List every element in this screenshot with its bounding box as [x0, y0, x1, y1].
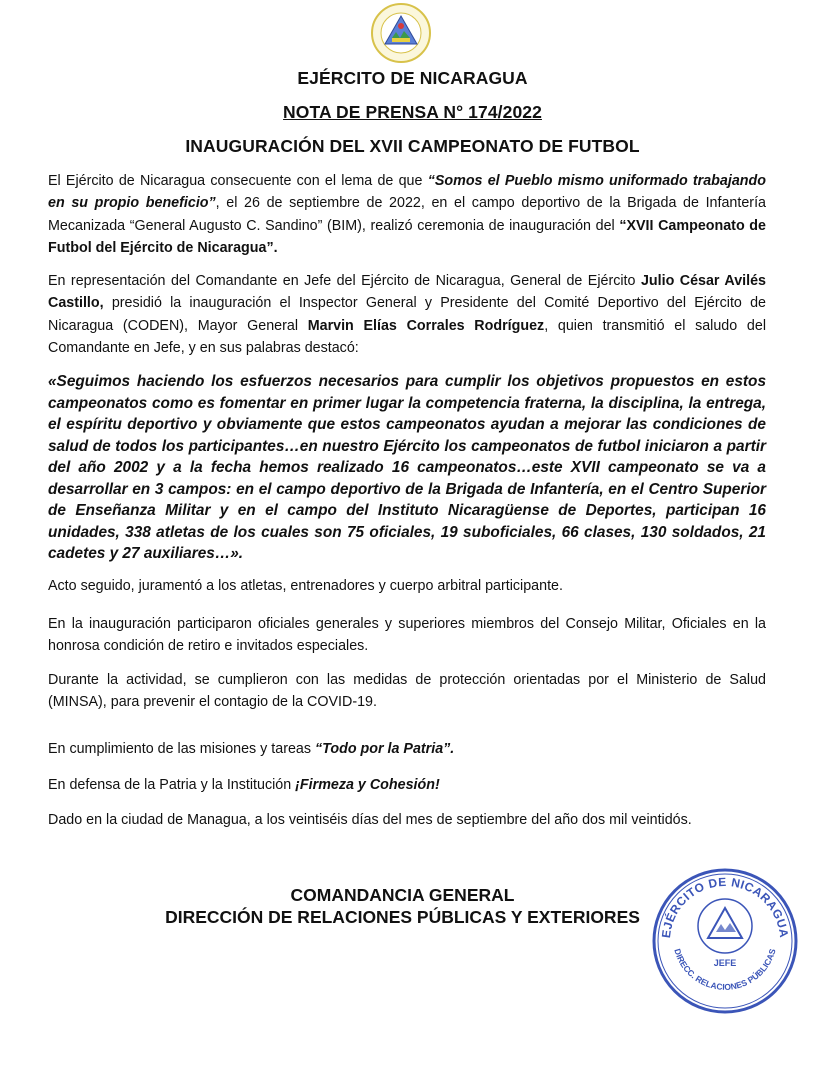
motto-todo-por-la-patria: “Todo por la Patria”.	[315, 741, 455, 757]
paragraph-2-text-end: , quien transmitió el saludo del Comandante en Jefe, y en sus palabras destacó:	[48, 317, 766, 357]
svg-text:DIRECC. RELACIONES PÚBLICAS	[672, 947, 777, 992]
paragraph-1-text-cont: , el 26 de septiembre de 2022, en el campo deportivo de la Brigada de Infantería Mecanizada “General Augusto C. Sandino” (BIM), realizó ceremonia de inauguración del	[48, 195, 766, 234]
footer-department: DIRECCIÓN DE RELACIONES PÚBLICAS Y EXTERIORES	[165, 907, 640, 927]
press-release-title: INAUGURACIÓN DEL XVII CAMPEONATO DE FUTBOL	[185, 136, 640, 156]
nicaragua-coat-of-arms-icon	[370, 2, 432, 64]
inspector-name: Marvin Elías Corrales Rodríguez	[307, 317, 545, 334]
paragraph-3: Acto seguido, juramentó a los atletas, entrenadores y cuerpo arbitral participante.	[48, 578, 563, 594]
press-note-number: NOTA DE PRENSA N° 174/2022	[283, 102, 542, 122]
paragraph-2	[48, 270, 766, 360]
paragraph-6-text: En cumplimiento de las misiones y tareas	[48, 741, 315, 757]
motto-firmeza-cohesion: ¡Firmeza y Cohesión!	[295, 777, 440, 793]
footer-command: COMANDANCIA GENERAL	[290, 885, 515, 905]
commander-name: Julio César Avilés Castillo,	[48, 273, 766, 312]
commander-quote: «Seguimos haciendo los esfuerzos necesarios para cumplir los objetivos propuestos en estos campeonatos como es fomentar en primer lugar la competencia fraterna, la disciplina, la entrega, el espíritu deportivo y obviamente que estos campeonatos ayudan a mejorar las condiciones de salud de todos los participantes…en nuestro Ejército los campeonatos de futbol iniciaron a partir del año 2002 y a la fecha hemos realizado 16 campeonatos…este XVII campeonato se va a desarrollar en 3 campos: en el campo deportivo de la Brigada de Infantería, en el Centro Superior de Enseñanza Militar y en el campo del Instituto Nicaragüense de Deportes, participan 16 unidades, 338 atletas de los cuales son 75 oficiales, 19 suboficiales, 66 clases, 130 soldados, 21 cadetes y 27 auxiliares…».	[48, 373, 766, 562]
paragraph-2-text: En representación del Comandante en Jefe del Ejército de Nicaragua, General de Ejército	[48, 273, 641, 289]
paragraph-8: Dado en la ciudad de Managua, a los veintiséis días del mes de septiembre del año dos mil veintidós.	[48, 812, 692, 828]
paragraph-1	[48, 170, 766, 260]
official-stamp-seal-icon	[650, 866, 800, 1016]
paragraph-4: En la inauguración participaron oficiales generales y superiores miembros del Consejo Militar, Oficiales en la honrosa condición de retiro e invitados especiales.	[48, 616, 766, 655]
paragraph-2-text-cont: presidió la inauguración el Inspector General y Presidente del Comité Deportivo del Ejército de Nicaragua (CODEN), Mayor General	[48, 295, 766, 334]
paragraph-5: Durante la actividad, se cumplieron con las medidas de protección orientadas por el Ministerio de Salud (MINSA), para prevenir el contagio de la COVID-19.	[48, 672, 766, 711]
organization-heading: EJÉRCITO DE NICARAGUA	[297, 68, 528, 88]
event-name: “XVII Campeonato de Futbol del Ejército de Nicaragua”.	[48, 217, 766, 257]
paragraph-1-text: El Ejército de Nicaragua consecuente con el lema de que	[48, 173, 428, 189]
paragraph-6	[48, 738, 766, 760]
paragraph-7	[48, 774, 766, 796]
paragraph-7-text: En defensa de la Patria y la Institución	[48, 777, 296, 793]
stamp-center-text: JEFE	[713, 958, 737, 968]
army-motto: “Somos el Pueblo mismo uniformado trabajando en su propio beneficio”	[48, 173, 766, 212]
stamp-bottom-text: DIRECC. RELACIONES PÚBLICAS	[672, 947, 778, 992]
stamp-top-text: EJÉRCITO DE NICARAGUA	[658, 874, 792, 939]
